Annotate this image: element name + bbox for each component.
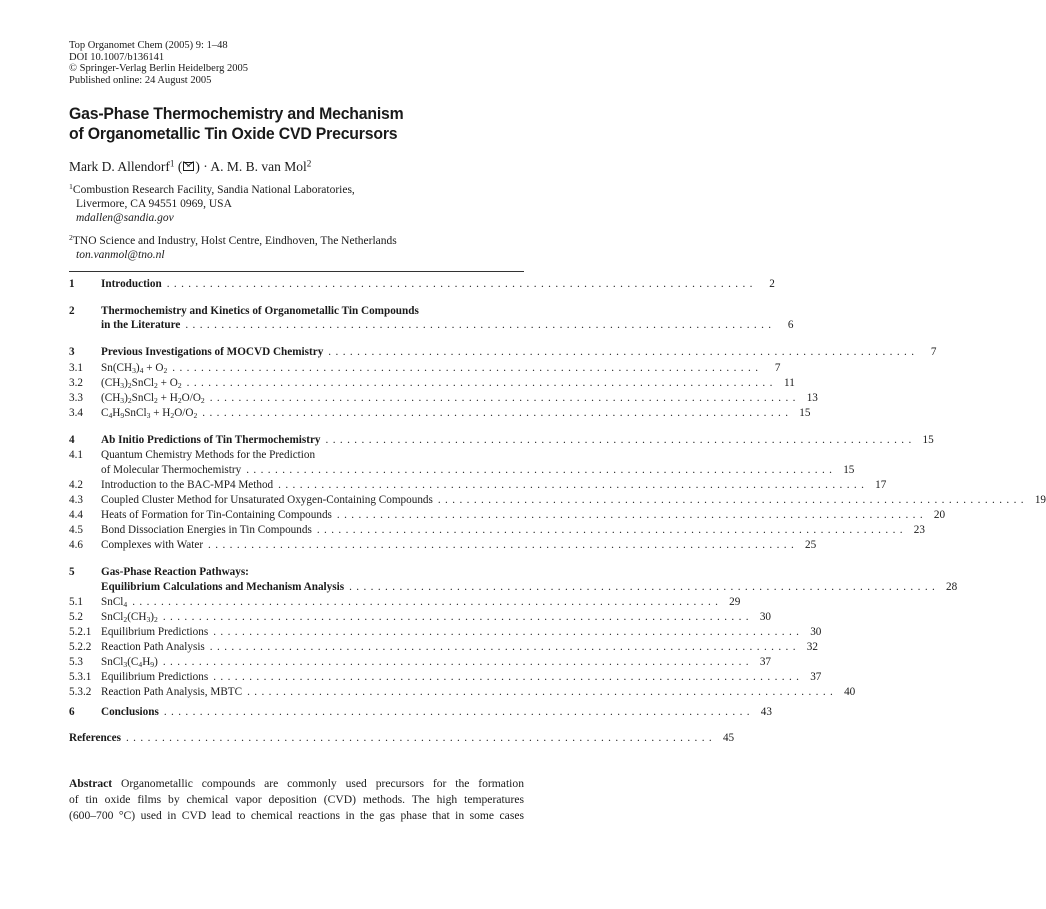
title-line-1: Gas-Phase Thermochemistry and Mechanism (69, 104, 404, 123)
publication-date: Published online: 24 August 2005 (69, 74, 212, 86)
toc-entry-2-cont[interactable]: in the Literature .................................................................................. 6 (101, 319, 794, 331)
toc-entry-5-2[interactable]: 5.2 $SnCl_2(CH_3)_2$ .................................................................................. 30 (69, 611, 771, 624)
toc-entry-3-2[interactable]: 3.2 $(CH_3)_2SnCl_2 + O_2$ .................................................................................. 11 (69, 377, 795, 390)
toc-entry-references[interactable]: References .................................................................................. 45 (69, 732, 735, 744)
toc-entry-5-3[interactable]: 5.3 $SnCl_3(C_4H_9)$ .................................................................................. 37 (69, 656, 771, 669)
journal-citation: Top Organomet Chem (2005) 9: 1–48 (69, 40, 228, 51)
formula-sncl4: SnCl$_4$ (101, 596, 128, 609)
toc-entry-3-3[interactable]: 3.3 $(CH_3)_2SnCl_2 + H_2O/O_2$ .................................................................................. 13 (69, 392, 818, 405)
toc-entry-5-2-2[interactable]: 5.2.2 Reaction Path Analysis .................................................................................. 32 (69, 641, 818, 653)
affiliation-2-line-1: TNO Science and Industry, Holst Centre, Eindhoven, The Netherlands (72, 235, 397, 247)
author-list: Mark D. Allendorf$^1$ ( ) · A. M. B. van Mol$^2$ (69, 158, 312, 174)
abstract-line-2: of tin oxide films by chemical vapor deposition (CVD) methods. The high temperatures (69, 793, 524, 806)
author-1: Mark D. Allendorf (69, 159, 170, 174)
toc-entry-4-3[interactable]: 4.3 Coupled Cluster Method for Unsaturated Oxygen-Containing Compounds .................................................................................. 19 (69, 494, 1046, 506)
envelope-icon (183, 162, 194, 171)
affiliation-2-email[interactable]: ton.vanmol@tno.nl (76, 249, 165, 262)
toc-entry-4-1[interactable]: 4.1 Quantum Chemistry Methods for the Prediction (69, 449, 316, 461)
abstract-label: Abstract (69, 777, 113, 790)
toc-entry-3-1[interactable]: 3.1 $Sn(CH_3)_4 + O_2$ .................................................................................. 7 (69, 362, 781, 375)
abstract (69, 776, 524, 824)
formula-sncl3-c4h9: $SnCl_3(C_4H_9)$ (101, 656, 158, 669)
toc-entry-3-4[interactable]: 3.4 $C_4H_9SnCl_3 + H_2O/O_2$ .................................................................................. 15 (69, 407, 811, 420)
abstract-line-3: (600–700 °C) used in CVD lead to chemical reactions in the gas phase that in some cases (69, 809, 524, 822)
toc-entry-5-1[interactable]: 5.1 SnCl$_4$ .................................................................................. 29 (69, 596, 741, 609)
paper-title (69, 104, 404, 144)
toc-entry-4[interactable]: 4 Ab Initio Predictions of Tin Thermochemistry .................................................................................. 15 (69, 434, 934, 446)
toc-entry-4-1-cont[interactable]: of Molecular Thermochemistry .................................................................................. 15 (101, 464, 855, 476)
toc-entry-4-5[interactable]: 4.5 Bond Dissociation Energies in Tin Compounds .................................................................................. 23 (69, 524, 925, 536)
affiliation-1-email[interactable]: mdallen@sandia.gov (76, 212, 174, 225)
abstract-line-1: Organometallic compounds are commonly used precursors for the formation (112, 777, 524, 790)
toc-entry-4-2[interactable]: 4.2 Introduction to the BAC-MP4 Method .................................................................................. 17 (69, 479, 887, 491)
formula-ch3-2-sncl2-h2o-o2: $(CH_3)_2SnCl_2 + H_2O/O_2$ (101, 392, 205, 405)
toc-entry-5[interactable]: 5 Gas-Phase Reaction Pathways: (69, 566, 249, 578)
toc-entry-5-cont[interactable]: Equilibrium Calculations and Mechanism Analysis .................................................................................. 28 (101, 581, 958, 593)
toc-entry-4-4[interactable]: 4.4 Heats of Formation for Tin-Containing Compounds .................................................................................. 20 (69, 509, 946, 521)
author-separator: · (199, 159, 211, 174)
formula-sn-ch3-4-o2: $Sn(CH_3)_4 + O_2$ (101, 362, 168, 375)
toc-entry-2[interactable]: 2 Thermochemistry and Kinetics of Organometallic Tin Compounds (69, 305, 419, 317)
formula-sncl2-ch3-2: $SnCl_2(CH_3)_2$ (101, 611, 158, 624)
affiliation-1-line-1: Combustion Research Facility, Sandia National Laboratories, (72, 184, 355, 196)
formula-ch3-2-sncl2-o2: $(CH_3)_2SnCl_2 + O_2$ (101, 377, 182, 390)
toc-entry-5-3-2[interactable]: 5.3.2 Reaction Path Analysis, MBTC .................................................................................. 40 (69, 686, 856, 698)
author-1-affil-marker: 1 (169, 158, 175, 169)
author-2: A. M. B. van Mol (210, 159, 307, 174)
affiliation-1-line-2: Livermore, CA 94551 0969, USA (76, 198, 232, 211)
toc-entry-6[interactable]: 6 Conclusions .................................................................................. 43 (69, 706, 772, 718)
doi: DOI 10.1007/b136141 (69, 51, 165, 63)
affiliation-2-marker: 2 (69, 233, 73, 243)
affiliation-1-marker: 1 (69, 182, 73, 192)
formula-c4h9sncl3-h2o-o2: $C_4H_9SnCl_3 + H_2O/O_2$ (101, 407, 198, 420)
title-line-2: of Organometallic Tin Oxide CVD Precursors (69, 124, 398, 143)
toc-entry-3[interactable]: 3 Previous Investigations of MOCVD Chemistry .................................................................................. 7 (69, 346, 937, 358)
toc-top-rule (69, 271, 524, 272)
affiliation-1 (69, 183, 355, 226)
toc-entry-1[interactable]: 1 Introduction .................................................................................. 2 (69, 278, 775, 290)
affiliation-2 (69, 234, 397, 262)
toc-entry-4-6[interactable]: 4.6 Complexes with Water .................................................................................. 25 (69, 539, 817, 551)
copyright: © Springer-Verlag Berlin Heidelberg 2005 (69, 63, 249, 75)
author-2-affil-marker: 2 (306, 158, 312, 169)
toc-entry-5-2-1[interactable]: 5.2.1 Equilibrium Predictions .................................................................................. 30 (69, 626, 822, 638)
journal-header (69, 40, 248, 86)
toc-entry-5-3-1[interactable]: 5.3.1 Equilibrium Predictions .................................................................................. 37 (69, 671, 822, 683)
